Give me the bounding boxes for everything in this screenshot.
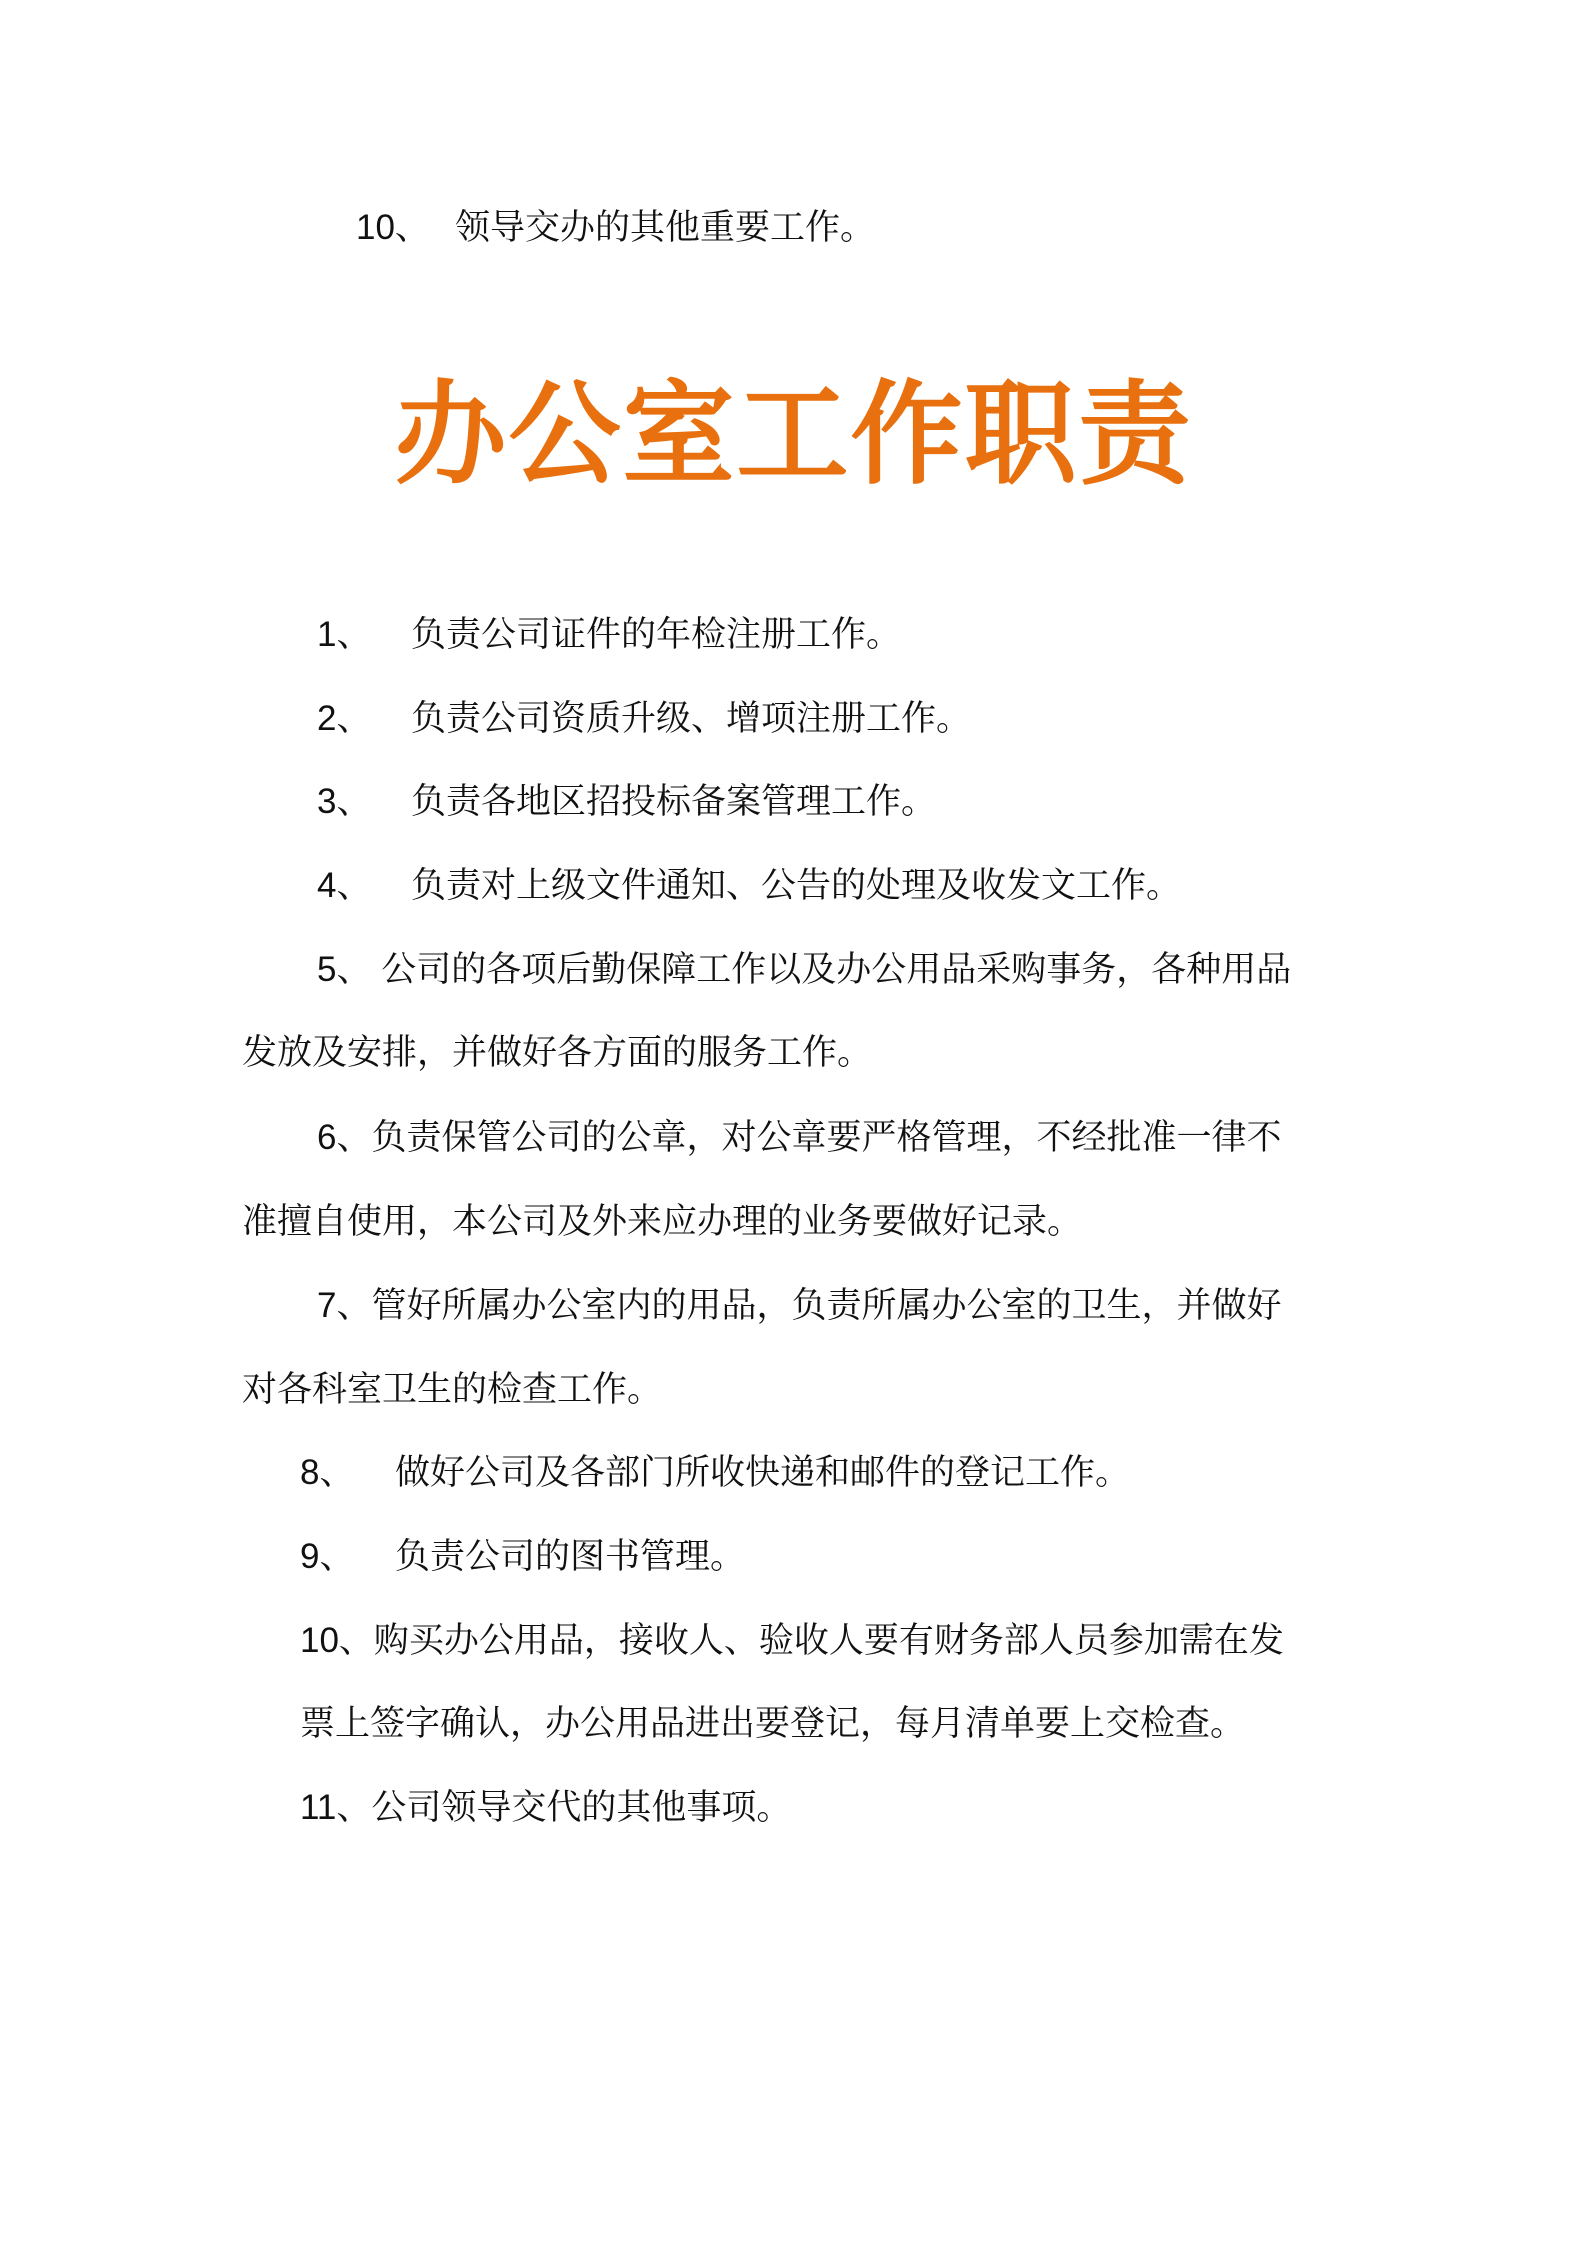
item-4-number: 4、 [317, 866, 372, 905]
top-item-text: 领导交办的其他重要工作。 [455, 208, 876, 247]
item-1-number: 1、 [317, 615, 372, 654]
item-9-text: 负责公司的图书管理。 [395, 1537, 746, 1576]
item-8-text: 做好公司及各部门所收快递和邮件的登记工作。 [395, 1453, 1131, 1492]
page-title: 办公室工作职责 [394, 372, 1193, 497]
item-3-text: 负责各地区招投标备案管理工作。 [411, 782, 937, 821]
item-6-line-2: 准擅自使用，本公司及外来应办理的业务要做好记录。 [242, 1202, 1083, 1241]
item-10-line-2: 票上签字确认，办公用品进出要登记，每月清单要上交检查。 [300, 1704, 1246, 1743]
item-10-line-1: 10、购买办公用品，接收人、验收人要有财务部人员参加需在发 [300, 1621, 1284, 1660]
item-2-text: 负责公司资质升级、增项注册工作。 [411, 699, 972, 738]
item-5-line-1: 5、 公司的各项后勤保障工作以及办公用品采购事务，各种用品 [317, 950, 1292, 989]
item-8-number: 8、 [300, 1453, 355, 1492]
item-5-line-2: 发放及安排，并做好各方面的服务工作。 [242, 1033, 873, 1072]
item-11-text: 11、公司领导交代的其他事项。 [300, 1788, 792, 1827]
item-9-number: 9、 [300, 1537, 355, 1576]
item-1-text: 负责公司证件的年检注册工作。 [411, 615, 902, 654]
item-3-number: 3、 [317, 782, 372, 821]
item-6-line-1: 6、负责保管公司的公章，对公章要严格管理，不经批准一律不 [317, 1118, 1282, 1157]
item-7-line-1: 7、管好所属办公室内的用品，负责所属办公室的卫生，并做好 [317, 1286, 1282, 1325]
item-2-number: 2、 [317, 699, 372, 738]
item-4-text: 负责对上级文件通知、公告的处理及收发文工作。 [411, 866, 1182, 905]
item-7-line-2: 对各科室卫生的检查工作。 [242, 1370, 663, 1409]
top-item-number: 10、 [356, 208, 430, 247]
